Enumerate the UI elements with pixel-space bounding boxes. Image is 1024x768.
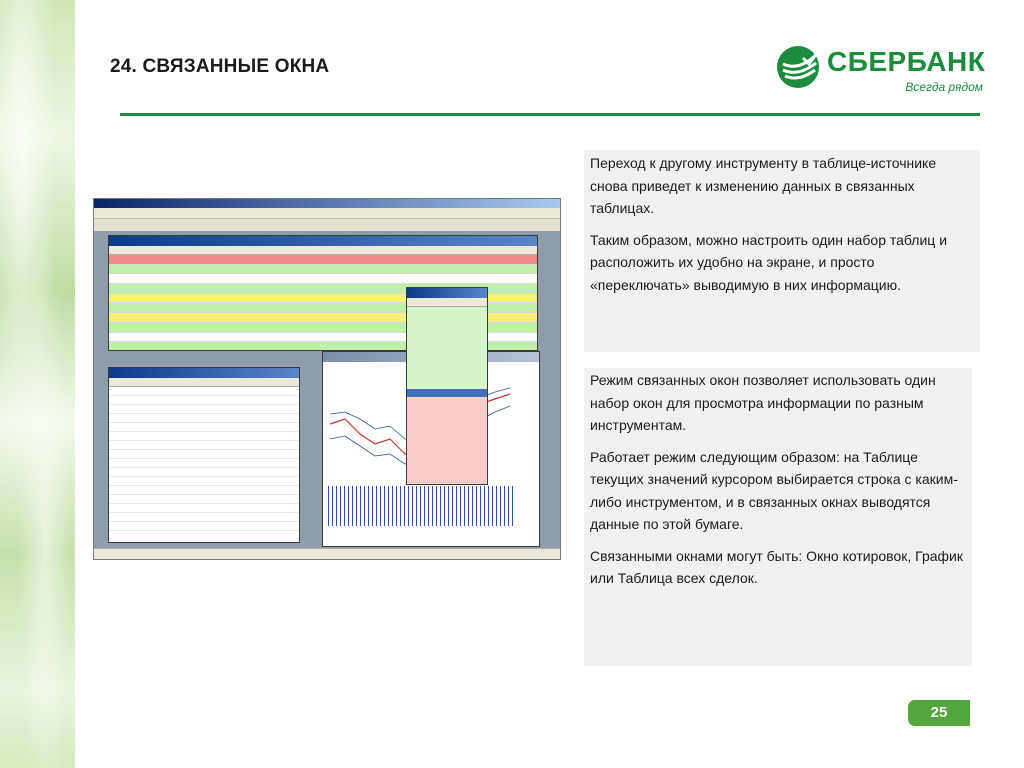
logo-name: СБЕРБАНК — [827, 46, 986, 77]
sberbank-logo — [775, 42, 985, 97]
title-divider — [120, 113, 980, 116]
panel-top-paragraph-2: Таким образом, можно настроить один набор таблиц и расположить их удобно на экране, и просто «переключать» выводимую в них информацию. — [590, 231, 948, 293]
slide-title: 24. СВЯЗАННЫЕ ОКНА — [110, 56, 330, 77]
page-number: 25 — [908, 700, 970, 726]
quik-terminal-screenshot — [93, 198, 561, 560]
info-panel-top — [584, 150, 980, 352]
info-panel-bottom — [584, 368, 972, 666]
panel-bottom-paragraph-3: Связанными окнами могут быть: Окно котировок, График или Таблица всех сделок. — [590, 547, 963, 586]
leaf-background — [0, 0, 75, 768]
logo-tagline: Всегда рядом — [905, 80, 983, 94]
panel-bottom-paragraph-1: Режим связанных окон позволяет использовать один набор окон для просмотра информации по разным инструментам. — [590, 372, 936, 433]
panel-bottom-paragraph-2: Работает режим следующим образом: на Таблице текущих значений курсором выбирается строка с каким-либо инструментом, и в связанных окнах выводятся данные по этой бумаге. — [590, 448, 958, 532]
panel-top-paragraph-1: Переход к другому инструменту в таблице-источнике снова приведет к изменению данных в связанных таблицах. — [590, 155, 937, 216]
